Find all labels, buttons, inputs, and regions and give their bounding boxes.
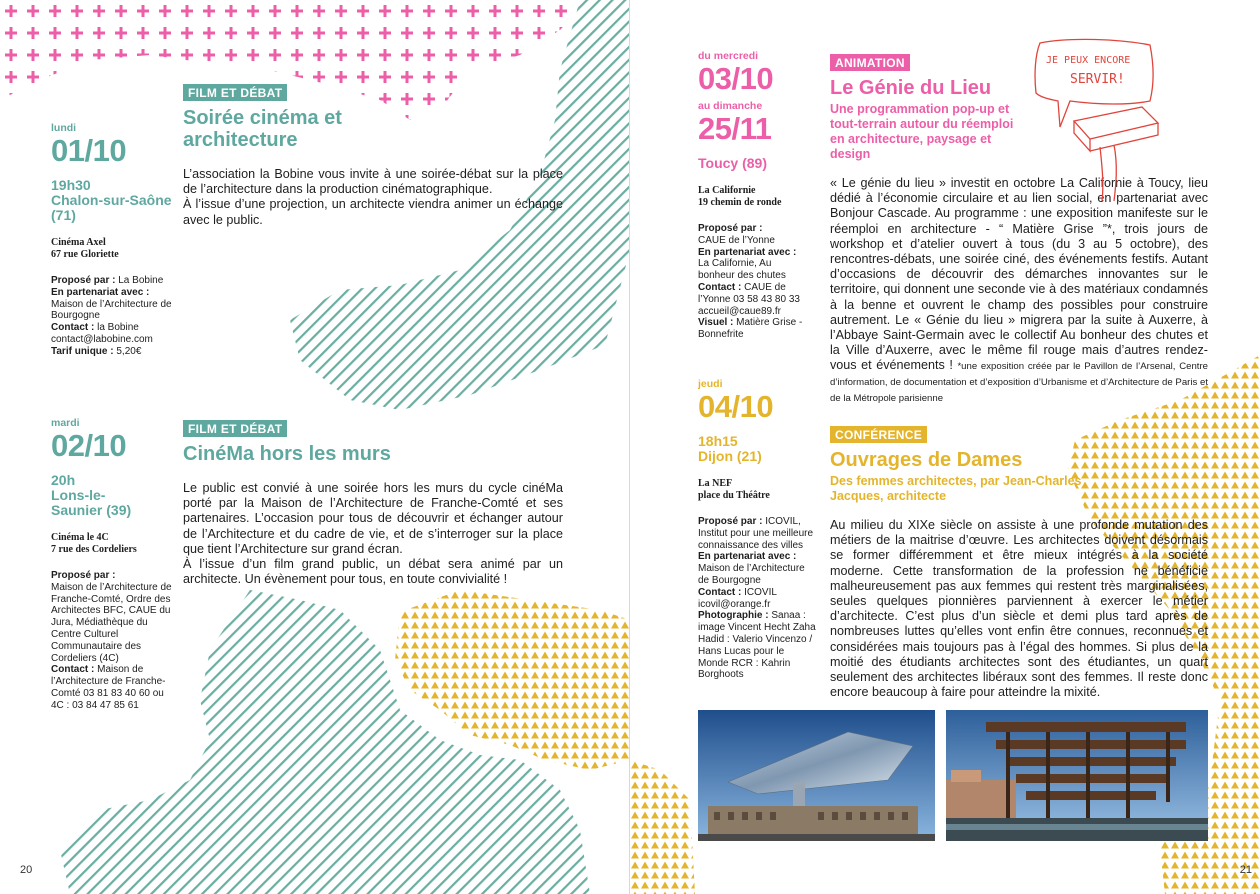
description-paragraph: À l’issue d’un film grand public, un débat sera animé par un architecte. Un évènement pour tous, en toute convivialité ! bbox=[183, 557, 563, 587]
credit-key: En partenariat avec : bbox=[51, 286, 150, 298]
sketch-caption-line-2: SERVIR! bbox=[1070, 72, 1125, 87]
venue bbox=[51, 237, 176, 261]
venue-name: Cinéma Axel bbox=[51, 237, 106, 248]
credit-value: CAUE de l’Yonne bbox=[698, 234, 775, 246]
event-description bbox=[183, 481, 563, 587]
event-from-date: 03/10 bbox=[698, 61, 774, 96]
event-credits bbox=[51, 570, 173, 712]
event-description bbox=[830, 176, 1208, 406]
venue bbox=[698, 478, 823, 502]
event-subtitle: Une programmation pop-up et tout-terrain autour du réemploi en architecture, paysage et design bbox=[830, 102, 1014, 161]
venue-name: La NEF bbox=[698, 478, 733, 489]
credit-key: Proposé par : bbox=[698, 223, 763, 234]
venue-address: 19 chemin de ronde bbox=[698, 197, 782, 208]
event-1-info bbox=[51, 122, 176, 358]
event-to-date: 25/11 bbox=[698, 111, 772, 146]
credit-value: Matière Grise - Bonnefrite bbox=[698, 317, 803, 341]
event-description bbox=[183, 167, 563, 228]
event-day: mardi bbox=[51, 417, 80, 429]
description-paragraph: À l’issue d’une projection, un architecte viendra animer un échange avec le public. bbox=[183, 197, 563, 227]
event-4-info bbox=[698, 378, 823, 681]
credit-value: la Bobine contact@labobine.com bbox=[51, 322, 153, 345]
event-subtitle: Des femmes architectes, par Jean-Charles Jacques, architecte bbox=[830, 474, 1082, 503]
credit-key: Proposé par : bbox=[698, 516, 763, 527]
description-footnote: *une exposition créée par le Pavillon de l’Arsenal, Centre d’information, de documentation et d’exposition d’Urbanisme et d’Architecture de Paris et de la Métropole parisienne bbox=[830, 361, 1208, 405]
event-place: Lons-le-Saunier (39) bbox=[51, 487, 132, 518]
credit-key: Proposé par : bbox=[51, 275, 116, 286]
venue bbox=[698, 185, 823, 209]
credit-key: En partenariat avec : bbox=[698, 551, 797, 563]
credit-value: Sanaa : image Vincent Hecht Zaha Hadid : Valerio Vincenzo / Hans Lucas pour le Monde RCR : Kahrin Borghoots bbox=[698, 610, 816, 681]
event-place: Toucy (89) bbox=[698, 155, 767, 171]
event-place: Dijon (21) bbox=[698, 448, 762, 464]
description-paragraph: Le public est convié à une soirée hors les murs du cycle cinéMa porté par la Maison de l’Architecture de Franche-Comté et ses partenaires. L’occasion pour tous de découvrir et échanger autour de l’Architecture et du cadre de vie, et de s’interroger sur la place que tient l’Architecture sur grand écran. bbox=[183, 481, 563, 556]
credit-value: La Californie, Au bonheur des chutes bbox=[698, 258, 786, 282]
credit-value: 5,20€ bbox=[113, 345, 142, 357]
page-number: 21 bbox=[1239, 864, 1252, 876]
event-description: Au milieu du XIXe siècle on assiste à une profonde mutation des métiers de la maitrise d’œuvre. Les architectes doivent désormais se former différemment et être mieux intégrés à la société moderne. Cette transformation de la profession ne bénéficie malheureusement pas aux femmes qui restent très marginalisées, seules quelques pionnières parviennent à exercer le métier d’architecte. C’est plus d’un siècle et demi plus tard après de nombreuses luttes qu’elles vont enfin être connues, reconnues et considérées mais toujours pas à l’égal des hommes. Si plus de la moitié des étudiants architectes sont des étudiantes, un quart seulement des architectes libéraux sont des femmes. Il reste donc encore beaucoup à faire pour atteindre la mixité. bbox=[830, 518, 1208, 700]
venue-address: place du Théâtre bbox=[698, 490, 770, 501]
venue-address: 7 rue des Cordeliers bbox=[51, 544, 137, 555]
event-credits bbox=[698, 516, 816, 681]
event-category-tag: CONFÉRENCE bbox=[830, 426, 927, 443]
reuse-sketch-illustration bbox=[1030, 35, 1160, 205]
event-credits bbox=[51, 275, 176, 358]
credit-value: Maison de l’Architecture de Bourgogne bbox=[51, 298, 172, 322]
event-place: Chalon-sur-Saône (71) bbox=[51, 192, 172, 223]
event-time: 20h bbox=[51, 472, 76, 488]
event-category-tag: FILM ET DÉBAT bbox=[183, 84, 287, 101]
event-time: 18h15 bbox=[698, 433, 738, 449]
credit-key: Contact : bbox=[51, 322, 95, 334]
event-day: jeudi bbox=[698, 378, 723, 390]
credit-key: Tarif unique : bbox=[51, 345, 114, 357]
event-2-main bbox=[183, 420, 563, 587]
event-date: 04/10 bbox=[698, 389, 774, 424]
photo-port-house-antwerp bbox=[698, 710, 935, 841]
credit-value: Maison de l’Architecture de Franche-Comté 03 81 83 40 60 ou 4C : 03 84 47 85 61 bbox=[51, 664, 166, 711]
event-2-info bbox=[51, 417, 176, 712]
credit-key: En partenariat avec : bbox=[698, 246, 797, 258]
event-title: CinéMa hors les murs bbox=[183, 443, 391, 465]
credit-key: Contact : bbox=[698, 281, 742, 293]
event-title: Le Génie du Lieu bbox=[830, 77, 992, 99]
credit-key: Visuel : bbox=[698, 317, 734, 329]
event-to-label: au dimanche bbox=[698, 100, 763, 112]
right-page bbox=[630, 0, 1260, 894]
credit-key: Contact : bbox=[51, 664, 95, 676]
description-paragraph: « Le génie du lieu » investit en octobre La Californie à Toucy, lieu dédié à l’économie circulaire et au lien social, en partenariat avec Bonjour Cascade. Au programme : une exposition manifeste sur le réemploi en architecture - “ Matière Grise ”*, trois jours de workshop et d’atelier ouvert à tous (du 3 au 5 octobre), des rencontres-débats, une soirée ciné, des événements festifs. Autant d’occasions de découvrir des démarches innovantes sur le territoire, qui donnent une seconde vie à des matériaux condamnés à la benne et ouvrent le champ des possibles pour construire autrement. Le « Génie du lieu » migrera par la suite à Auxerre, à l’Abbaye Saint-Germain avec le collectif Au bonheur des chutes et la Ville d’Auxerre, avec le même fil rouge mais d’autres rendez-vous et événements ! bbox=[830, 176, 1208, 373]
event-date: 01/10 bbox=[51, 133, 127, 168]
description-paragraph: L’association la Bobine vous invite à une soirée-débat sur la place de l’architecture dans la production cinématographique. bbox=[183, 167, 563, 197]
venue-name: La Californie bbox=[698, 185, 756, 196]
photo-rcr-building bbox=[946, 710, 1208, 841]
event-day: lundi bbox=[51, 122, 77, 134]
event-4-main bbox=[830, 426, 1208, 700]
event-time: 19h30 bbox=[51, 177, 91, 193]
credit-value: Maison de l’Architecture de Franche-Comté, Ordre des Architectes BFC, CAUE du Jura, Médiathèque du Centre Culturel Communautaire des Cordeliers (4C) bbox=[51, 581, 172, 664]
credit-value: ICOVIL icovil@orange.fr bbox=[698, 586, 777, 610]
credit-value: Maison de l’Architecture de Bourgogne bbox=[698, 563, 805, 586]
event-title: Ouvrages de Dames bbox=[830, 449, 1023, 471]
event-category-tag: ANIMATION bbox=[830, 54, 910, 71]
venue-address: 67 rue Gloriette bbox=[51, 249, 119, 260]
event-category-tag: FILM ET DÉBAT bbox=[183, 420, 287, 437]
page-number: 20 bbox=[20, 864, 33, 876]
credit-key: Contact : bbox=[698, 586, 742, 598]
credit-value: ICOVIL, Institut pour une meilleure connaissance des villes bbox=[698, 516, 814, 551]
credit-value: La Bobine bbox=[115, 275, 164, 286]
event-from-label: du mercredi bbox=[698, 50, 759, 62]
event-1-main bbox=[183, 84, 563, 228]
event-credits bbox=[698, 223, 810, 341]
event-date: 02/10 bbox=[51, 428, 127, 463]
credit-value: CAUE de l’Yonne 03 58 43 80 33 accueil@caue89.fr bbox=[698, 281, 800, 317]
credit-key: Proposé par : bbox=[51, 570, 116, 581]
venue bbox=[51, 532, 176, 556]
venue-name: Cinéma le 4C bbox=[51, 532, 109, 543]
sketch-caption-line-1: JE PEUX ENCORE bbox=[1046, 55, 1131, 66]
event-title: Soirée cinéma et architecture bbox=[183, 107, 342, 151]
event-3-info bbox=[698, 50, 823, 341]
credit-key: Photographie : bbox=[698, 610, 769, 622]
